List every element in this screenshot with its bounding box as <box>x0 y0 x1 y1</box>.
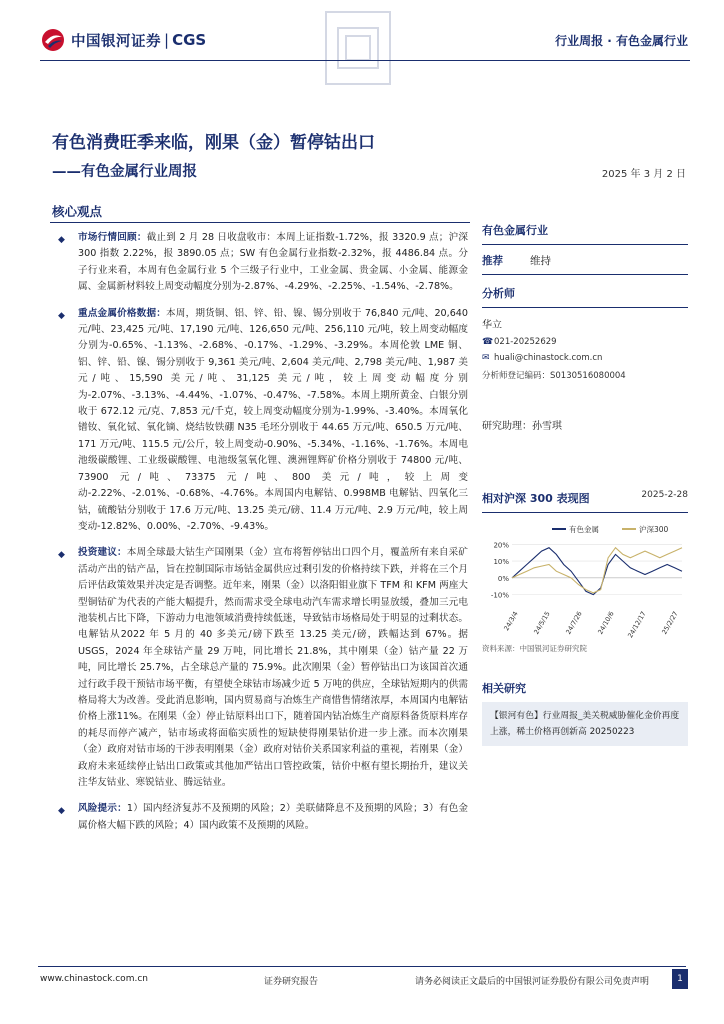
header-divider <box>40 60 690 61</box>
related-research-link[interactable]: 【银河有色】行业周报_美关税威胁催化金价再度上涨，稀土价格再创新高 20250223 <box>490 711 680 737</box>
footer-divider <box>38 966 686 967</box>
paragraph-text: 1）国内经济复苏不及预期的风险；2）美联储降息不及预期的风险；3）有色金属价格大幅下跌的风险；4）国内政策不及预期的风险。 <box>78 803 468 831</box>
report-category: 行业周报 · 有色金属行业 <box>555 34 688 48</box>
report-title: 有色消费旺季来临，刚果（金）暂停钴出口 <box>52 133 375 153</box>
rating-value: 维持 <box>530 255 551 267</box>
performance-chart <box>482 521 688 641</box>
email-address[interactable]: huali@chinastock.com.cn <box>494 353 603 363</box>
paragraph-text: 截止到 2 月 28 日收盘收市：本周上证指数-1.72%，报 3320.9 点；沪深 300 指数 2.22%，报 3890.05 点；SW 有色金属行业指数-2.32%，报 4486.84 点。分子行业来看，本周有色金属行业 5 个三级子行业中，工业金属、贵金属、小金属、能源金属、金属新材料较上周变动幅度分别为-2.87%、-4.29%、-2.25%、-1.54%、-2.78%。 <box>78 232 468 293</box>
chart-y-tick-label: -10% <box>490 591 509 600</box>
chart-legend-label: 有色金属 <box>569 525 599 534</box>
paragraph-text: 本周，期货铜、铝、锌、铅、镍、锡分别收于 76,840 元/吨、20,640 元/吨、23,425 元/吨、17,190 元/吨、126,650 元/吨、256,110 元/吨，较上周变动幅度分别为-0.65%、-1.13%、-2.68%、-0.17%、-1.29%、-3.29%。本周伦敦 LME 铜、铝、锌、铅、镍、锡分别收于 9,361 美元/吨、2,604 美元/吨、2,798 美元/吨、1,987 美元/吨、15,590 美元/吨、31,125 美元/吨，较上周变动幅度分别为-2.07%、-3.13%、-4.44%、-1.07%、-0.47%、-7.58%。本周上期所黄金、白银分别收于 672.12 元/克、7,853 元/千克，较上周变动幅度分别为-1.99%、-3.40%。本周氧化镨钕、氧化铽、氧化镝、烧结钕铁硼 N35 毛坯分别收于 44.65 万元/吨、650.5 万元/吨、171 万元/吨、115.5 元/公斤，较上周变动-0.90%、-5.34%、-1.16%、-1.76%。本周电池级碳酸锂、工业级碳酸锂、电池级氢氧化锂、澳洲锂辉矿价格分别收于 74800 元/吨、73900 元/吨、73375 元/吨、800 美元/吨，较上周变动-2.22%、-2.01%、-0.68%、-4.76%。本周国内电解钴、0.998MB 电解钴、四氧化三钴，硫酸钴分别收于 17.6 万元/吨、13.25 美元/磅、11.4 万元/吨、2.9 万元/吨，较上周变动-12.82%、0.00%、-2.70%、-9.43%。 <box>78 307 469 532</box>
chart-legend-label: 沪深300 <box>639 525 669 534</box>
cgs-watermark-icon <box>318 8 398 88</box>
bullet-icon: ◆ <box>58 806 65 817</box>
chart-title: 相对沪深 300 表现图 <box>482 492 590 505</box>
related-research-title: 相关研究 <box>482 682 526 695</box>
sidebar <box>482 222 688 746</box>
report-date: 2025 年 3 月 2 日 <box>601 169 686 180</box>
page-header <box>0 0 724 90</box>
core-view-heading: 核心观点 <box>52 204 103 219</box>
metal-price-paragraph <box>52 306 468 536</box>
research-assistant: 研究助理：孙雪琪 <box>482 421 562 432</box>
page-number: 1 <box>672 969 688 989</box>
risk-warning-paragraph <box>52 801 468 834</box>
paragraph-keyword: 重点金属价格数据： <box>78 307 167 319</box>
chart-y-tick-label: 10% <box>493 558 509 567</box>
chart-header <box>482 490 688 506</box>
industry-title: 有色金属行业 <box>482 224 548 237</box>
paragraph-keyword: 风险提示： <box>78 803 127 815</box>
investment-advice-paragraph <box>52 545 468 791</box>
chart-x-tick-label: 24/5/15 <box>532 610 552 636</box>
phone-number: 021-20252629 <box>494 337 557 347</box>
sidebar-divider <box>482 307 688 308</box>
brand-logo <box>40 27 206 53</box>
email-row <box>482 353 688 363</box>
footer-disclaimer: 请务必阅读正文最后的中国银河证券股份有限公司免责声明 <box>415 977 650 987</box>
analyst-name: 华立 <box>482 320 502 331</box>
rating-label: 推荐 <box>482 255 503 267</box>
brand-name-en: CGS <box>172 31 207 49</box>
chart-x-tick-label: 24/7/26 <box>564 610 584 636</box>
chart-date: 2025-2-28 <box>641 490 688 500</box>
related-research-box <box>482 702 688 746</box>
paragraph-keyword: 投资建议： <box>78 547 127 559</box>
chart-x-tick-label: 25/2/27 <box>660 610 680 636</box>
paragraph-keyword: 市场行情回顾： <box>78 232 147 243</box>
bullet-icon: ◆ <box>58 550 65 561</box>
chart-x-tick-label: 24/12/17 <box>626 610 648 640</box>
footer-url[interactable]: www.chinastock.com.cn <box>40 974 148 984</box>
sidebar-divider <box>482 274 688 275</box>
brand-name-cn: 中国银河证券 <box>71 33 161 50</box>
core-content <box>52 230 468 844</box>
sidebar-divider <box>482 512 688 513</box>
analyst-title: 分析师 <box>482 287 515 300</box>
brand-separator: | <box>164 31 170 49</box>
chart-y-tick-label: 0% <box>497 574 509 583</box>
chart-y-tick-label: 20% <box>493 541 509 550</box>
report-subtitle: ——有色金属行业周报 <box>52 164 197 180</box>
phone-icon: ☎ <box>482 337 494 347</box>
footer-label: 证券研究报告 <box>264 977 319 987</box>
rating-row <box>482 253 688 268</box>
chart-x-tick-label: 24/10/6 <box>596 610 616 636</box>
chart-x-tick-label: 24/3/4 <box>502 610 520 633</box>
email-icon: ✉ <box>482 353 490 363</box>
bullet-icon: ◆ <box>58 310 65 321</box>
sidebar-divider <box>482 244 688 245</box>
galaxy-logo-icon <box>40 27 66 53</box>
phone-row <box>482 337 688 347</box>
chart-series-line <box>512 548 682 595</box>
cert-row <box>482 369 688 381</box>
market-review-paragraph <box>52 230 468 296</box>
analyst-cert: 分析师登记编码：S0130516080004 <box>482 371 626 381</box>
paragraph-text: 本周全球最大钴生产国刚果（金）宣布将暂停钴出口四个月，覆盖所有来自采矿活动产出的钴产品，旨在控制国际市场钴金属供应过剩引发的价格持续下跌，并将在三个月后评估政策效果并决定是否调整。近年来，刚果（金）以洛阳钼业旗下 TFM 和 KFM 两座大型铜钴矿为代表的产能大幅提升，然而需求受全球电动汽车需求增长明显放缓，叠加三元电池装机占比下降，下游动力电池领域消费持续低迷，导致钴市场格局处于明显的过剩状态。电解钴从2022 年 5 月的 40 多美元/磅下跌至 13.25 美元/磅，跌幅达到 67%。据 USGS，2024 年全球钴产量 29 万吨，同比增长 21.8%，其中刚果（金）钴产量 22 万吨，同比增长 25.7%，占全球总产量的 75.9%。此次刚果（金）暂停钴出口为该国首次通过行政手段干预钴市场平衡，有望使全球钴市场减少近 5 万吨的供应，全球钴短期内的供需格局将大为改善。受此消息影响，国内贸易商与冶炼生产商惜售情绪浓厚，本周国内电解钴价格上涨11%。在刚果（金）停止钴原料出口下，随着国内钴冶炼生产商原料备货原料库存的耗尽而停产减产，钴市场或将面临实质性的短缺使得刚果钴价进一步上涨。而本次刚果（金）政府对钴市场的干涉表明刚果（金）政府对钴价关系国家利益的重视，若刚果（金）政府未来延续停止钴出口政策或其他加严钴出口管控政策，钴价中枢有望长期抬升，建议关注华友钴业、寒锐钴业、腾远钴业。 <box>78 547 469 788</box>
chart-source: 资料来源：中国银河证券研究院 <box>482 644 587 653</box>
bullet-icon: ◆ <box>58 235 65 245</box>
core-divider <box>50 222 470 223</box>
